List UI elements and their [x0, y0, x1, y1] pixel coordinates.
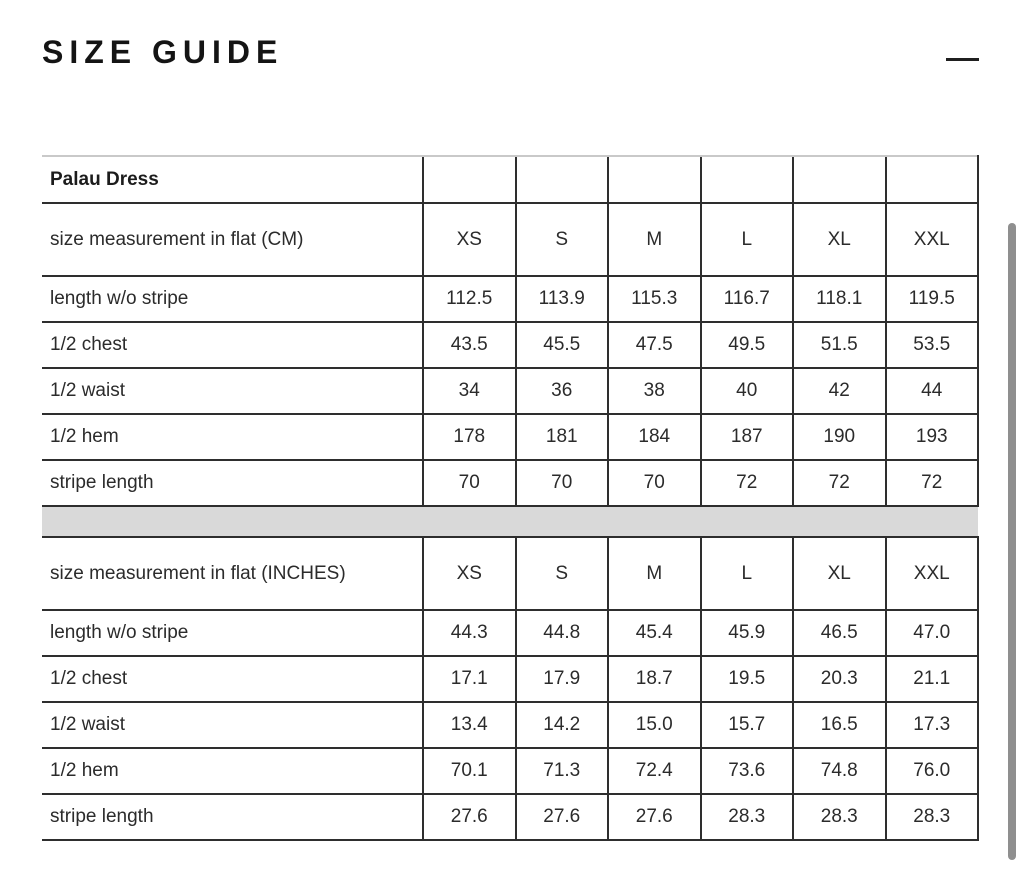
measurement-value: 27.6 — [423, 794, 516, 840]
page-title: SIZE GUIDE — [42, 34, 284, 70]
measurement-value: 27.6 — [516, 794, 609, 840]
measurement-value: 45.9 — [701, 610, 794, 656]
vertical-scrollbar[interactable] — [1008, 223, 1016, 860]
measurement-value: 15.7 — [701, 702, 794, 748]
measurement-value: 187 — [701, 414, 794, 460]
table-row-product — [42, 156, 978, 203]
table-row — [42, 656, 978, 702]
measurement-value: 72 — [701, 460, 794, 506]
table-row — [42, 702, 978, 748]
size-header: XL — [793, 537, 886, 610]
measurement-value: 43.5 — [423, 322, 516, 368]
measurement-value: 49.5 — [701, 322, 794, 368]
measurement-value: 76.0 — [886, 748, 979, 794]
size-header: S — [516, 203, 609, 276]
measurement-value: 14.2 — [516, 702, 609, 748]
measurement-label: 1/2 hem — [42, 414, 423, 460]
measurement-value: 28.3 — [793, 794, 886, 840]
measurement-value: 181 — [516, 414, 609, 460]
size-header: L — [701, 537, 794, 610]
table-row — [42, 368, 978, 414]
table-row — [42, 610, 978, 656]
measurement-value: 34 — [423, 368, 516, 414]
measurement-value: 21.1 — [886, 656, 979, 702]
measurement-value: 193 — [886, 414, 979, 460]
measurement-value: 17.1 — [423, 656, 516, 702]
minus-icon — [946, 58, 979, 61]
measurement-value: 19.5 — [701, 656, 794, 702]
separator-cell — [42, 506, 978, 537]
size-header: XXL — [886, 203, 979, 276]
size-header: XXL — [886, 537, 979, 610]
measurement-value: 184 — [608, 414, 701, 460]
measurement-value: 119.5 — [886, 276, 979, 322]
measurement-value: 46.5 — [793, 610, 886, 656]
table-row — [42, 276, 978, 322]
size-header: XS — [423, 537, 516, 610]
measurement-value: 45.5 — [516, 322, 609, 368]
cm-section-label: size measurement in flat (CM) — [42, 203, 423, 276]
measurement-value: 44.3 — [423, 610, 516, 656]
measurement-value: 40 — [701, 368, 794, 414]
measurement-value: 74.8 — [793, 748, 886, 794]
size-guide-table — [42, 155, 979, 841]
measurement-value: 116.7 — [701, 276, 794, 322]
measurement-value: 53.5 — [886, 322, 979, 368]
section-separator-band — [42, 506, 978, 537]
table-row-cm-header — [42, 203, 978, 276]
size-header: XS — [423, 203, 516, 276]
measurement-value: 28.3 — [886, 794, 979, 840]
measurement-value: 70 — [608, 460, 701, 506]
measurement-value: 112.5 — [423, 276, 516, 322]
measurement-label: length w/o stripe — [42, 276, 423, 322]
measurement-value: 190 — [793, 414, 886, 460]
measurement-value: 16.5 — [793, 702, 886, 748]
measurement-value: 45.4 — [608, 610, 701, 656]
table-row — [42, 748, 978, 794]
empty-cell — [423, 156, 516, 203]
measurement-label: length w/o stripe — [42, 610, 423, 656]
measurement-value: 38 — [608, 368, 701, 414]
size-header: L — [701, 203, 794, 276]
measurement-value: 70.1 — [423, 748, 516, 794]
measurement-value: 42 — [793, 368, 886, 414]
measurement-value: 17.3 — [886, 702, 979, 748]
measurement-value: 113.9 — [516, 276, 609, 322]
measurement-value: 20.3 — [793, 656, 886, 702]
measurement-value: 13.4 — [423, 702, 516, 748]
measurement-label: 1/2 waist — [42, 368, 423, 414]
measurement-value: 15.0 — [608, 702, 701, 748]
measurement-label: 1/2 waist — [42, 702, 423, 748]
measurement-value: 72.4 — [608, 748, 701, 794]
size-header: XL — [793, 203, 886, 276]
measurement-value: 27.6 — [608, 794, 701, 840]
table-row — [42, 794, 978, 840]
measurement-value: 70 — [516, 460, 609, 506]
measurement-value: 71.3 — [516, 748, 609, 794]
empty-cell — [886, 156, 979, 203]
measurement-value: 36 — [516, 368, 609, 414]
size-header: S — [516, 537, 609, 610]
collapse-accordion-button[interactable] — [944, 46, 980, 72]
table-row — [42, 414, 978, 460]
empty-cell — [701, 156, 794, 203]
size-header: M — [608, 203, 701, 276]
measurement-label: stripe length — [42, 460, 423, 506]
empty-cell — [516, 156, 609, 203]
measurement-value: 28.3 — [701, 794, 794, 840]
measurement-value: 18.7 — [608, 656, 701, 702]
measurement-value: 73.6 — [701, 748, 794, 794]
product-name: Palau Dress — [42, 156, 423, 203]
table-row-inches-header — [42, 537, 978, 610]
table-row — [42, 460, 978, 506]
measurement-value: 178 — [423, 414, 516, 460]
measurement-value: 72 — [793, 460, 886, 506]
measurement-value: 118.1 — [793, 276, 886, 322]
measurement-value: 115.3 — [608, 276, 701, 322]
measurement-label: 1/2 hem — [42, 748, 423, 794]
measurement-value: 72 — [886, 460, 979, 506]
measurement-label: stripe length — [42, 794, 423, 840]
measurement-value: 17.9 — [516, 656, 609, 702]
measurement-value: 70 — [423, 460, 516, 506]
measurement-label: 1/2 chest — [42, 322, 423, 368]
empty-cell — [793, 156, 886, 203]
empty-cell — [608, 156, 701, 203]
measurement-value: 47.0 — [886, 610, 979, 656]
measurement-value: 47.5 — [608, 322, 701, 368]
measurement-value: 44.8 — [516, 610, 609, 656]
measurement-value: 51.5 — [793, 322, 886, 368]
table-row — [42, 322, 978, 368]
measurement-label: 1/2 chest — [42, 656, 423, 702]
size-header: M — [608, 537, 701, 610]
measurement-value: 44 — [886, 368, 979, 414]
inches-section-label: size measurement in flat (INCHES) — [42, 537, 423, 610]
